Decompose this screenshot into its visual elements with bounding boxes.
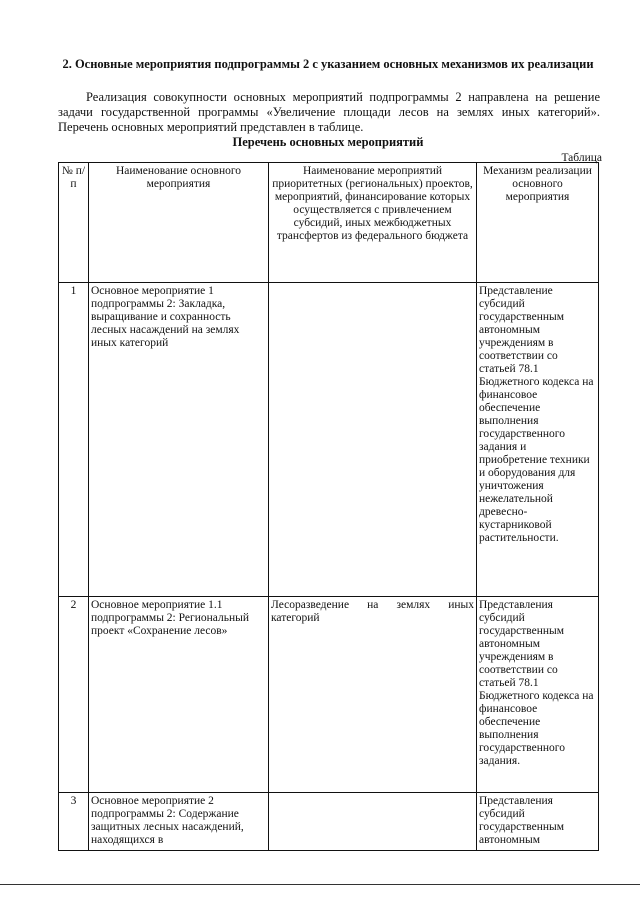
row-3-num: 3 [59,793,89,851]
table-row [59,793,599,851]
row-1-num: 1 [59,283,89,597]
intro-paragraph [58,90,600,135]
header-name: Наименование основного мероприятия [89,163,269,283]
row-3-name: Основное мероприятие 2 подпрограммы 2: Содержание защитных лесных насаждений, находящихся в [89,793,269,851]
row-3-project [269,793,477,851]
row-2-num: 2 [59,597,89,793]
table-row [59,597,599,793]
row-1-mechanism: Представление субсидий государственным автономным учреждениям в соответствии со статьей 78.1 Бюджетного кодекса на финансовое обеспечение выполнения государственного задания и приобретение техники и оборудования для уничтожения нежелательной древесно-кустарниковой растительности. [477,283,599,597]
measures-table [58,162,599,851]
row-1-name: Основное мероприятие 1 подпрограммы 2: Закладка, выращивание и сохранность лесных насаждений на землях иных категорий [89,283,269,597]
row-1-project [269,283,477,597]
section-heading: 2. Основные мероприятия подпрограммы 2 с указанием основных механизмов их реализации [62,57,594,71]
header-project: Наименование мероприятий приоритетных (региональных) проектов, мероприятий, финансирование которых осуществляется с привлечением субсидий, иных межбюджетных трансфертов из федерального бюджета [269,163,477,283]
row-2-name: Основное мероприятие 1.1 подпрограммы 2: Региональный проект «Сохранение лесов» [89,597,269,793]
list-title: Перечень основных мероприятий [232,135,424,149]
header-num: № п/п [59,163,89,283]
row-2-mechanism: Представления субсидий государственным автономным учреждениям в соответствии со статьей 78.1 Бюджетного кодекса на финансовое обеспечение выполнения государственного задания. [477,597,599,793]
intro-text: Реализация совокупности основных мероприятий подпрограммы 2 направлена на решение задачи государственной программы «Увеличение площади лесов на землях иных категорий». Перечень основных мероприятий представлен в таблице. [58,90,600,134]
row-2-project: Лесоразведение на землях иных категорий [269,597,477,793]
table-header-row [59,163,599,283]
header-mechanism: Механизм реализации основного мероприятия [477,163,599,283]
page-bottom-rule [0,884,640,885]
table-label: Таблица [561,152,602,164]
table-row [59,283,599,597]
row-3-mechanism: Представления субсидий государственным автономным [477,793,599,851]
